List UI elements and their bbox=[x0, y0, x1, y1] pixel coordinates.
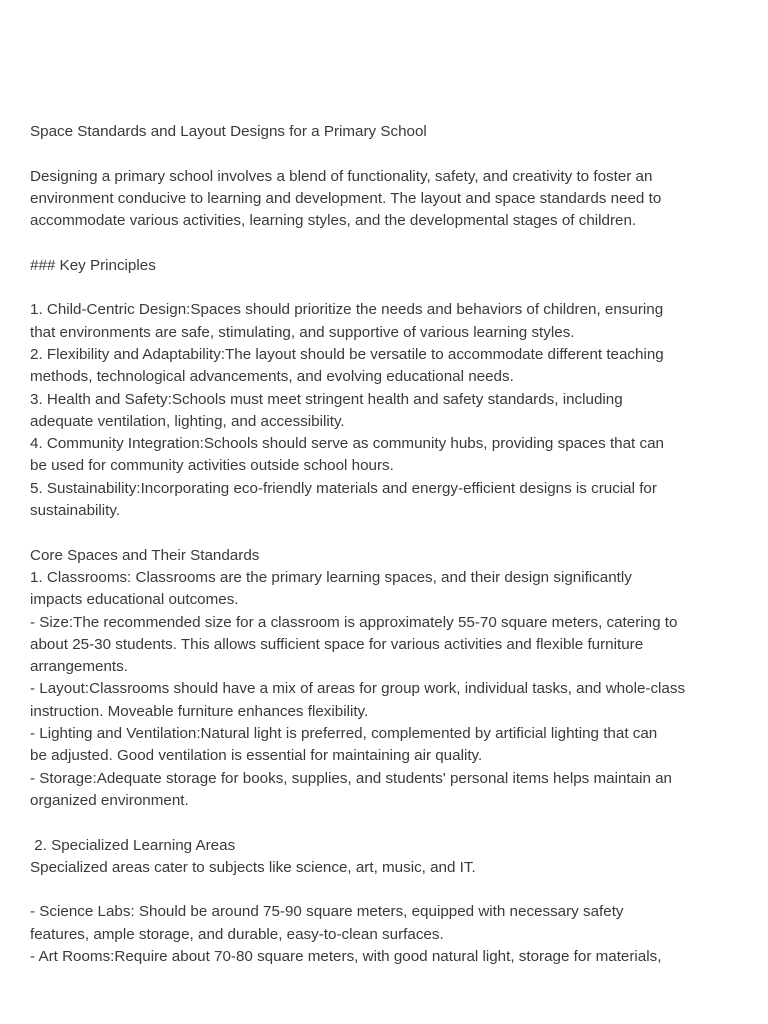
core-space-line: organized environment. bbox=[30, 791, 189, 809]
core-space-line: 1. Classrooms: Classrooms are the primary learning spaces, and their design significantly bbox=[30, 568, 632, 586]
section-heading-core-spaces: Core Spaces and Their Standards bbox=[30, 546, 260, 564]
core-space-line: arrangements. bbox=[30, 658, 128, 676]
blank-line bbox=[30, 143, 744, 165]
blank-line bbox=[30, 879, 744, 901]
principle-line: that environments are safe, stimulating, and supportive of various learning styles. bbox=[30, 323, 575, 341]
principle-line: 4. Community Integration:Schools should serve as community hubs, providing spaces that can bbox=[30, 435, 664, 453]
specialized-area-line: Specialized areas cater to subjects like science, art, music, and IT. bbox=[30, 858, 476, 876]
principle-line: 2. Flexibility and Adaptability:The layout should be versatile to accommodate different teaching bbox=[30, 345, 664, 363]
blank-line bbox=[30, 232, 744, 254]
principle-line: be used for community activities outside school hours. bbox=[30, 457, 394, 475]
core-space-line: - Size:The recommended size for a classroom is approximately 55-70 square meters, catering to bbox=[30, 613, 678, 631]
specialized-area-line: - Art Rooms:Require about 70-80 square meters, with good natural light, storage for materials, bbox=[30, 947, 662, 965]
document-body bbox=[30, 121, 744, 968]
intro-line: environment conducive to learning and development. The layout and space standards need to bbox=[30, 189, 662, 207]
principle-line: 3. Health and Safety:Schools must meet stringent health and safety standards, including bbox=[30, 390, 623, 408]
principle-line: sustainability. bbox=[30, 502, 121, 520]
document-title: Space Standards and Layout Designs for a Primary School bbox=[30, 123, 427, 140]
core-space-line: - Layout:Classrooms should have a mix of areas for group work, individual tasks, and whole-class bbox=[30, 680, 686, 698]
specialized-area-line: features, ample storage, and durable, easy-to-clean surfaces. bbox=[30, 925, 444, 943]
core-space-line: impacts educational outcomes. bbox=[30, 591, 239, 609]
section-heading-key-principles: ### Key Principles bbox=[30, 256, 156, 274]
core-space-line: - Lighting and Ventilation:Natural light is preferred, complemented by artificial lighting that can bbox=[30, 725, 658, 743]
blank-line bbox=[30, 522, 744, 544]
core-space-line: - Storage:Adequate storage for books, supplies, and students' personal items helps maintain an bbox=[30, 769, 673, 787]
principle-line: 1. Child-Centric Design:Spaces should prioritize the needs and behaviors of children, ensuring bbox=[30, 301, 664, 319]
principle-line: 5. Sustainability:Incorporating eco-friendly materials and energy-efficient designs is crucial for bbox=[30, 479, 657, 497]
blank-line bbox=[30, 277, 744, 299]
principle-line: adequate ventilation, lighting, and accessibility. bbox=[30, 412, 345, 430]
core-space-line: about 25-30 students. This allows sufficient space for various activities and flexible furniture bbox=[30, 635, 644, 653]
core-space-line: instruction. Moveable furniture enhances flexibility. bbox=[30, 702, 369, 720]
section-heading-specialized-areas: 2. Specialized Learning Areas bbox=[30, 836, 236, 854]
specialized-area-line: - Science Labs: Should be around 75-90 square meters, equipped with necessary safety bbox=[30, 903, 624, 921]
intro-line: accommodate various activities, learning styles, and the developmental stages of children. bbox=[30, 212, 637, 230]
intro-line: Designing a primary school involves a blend of functionality, safety, and creativity to foster an bbox=[30, 167, 653, 185]
blank-line bbox=[30, 812, 744, 834]
principle-line: methods, technological advancements, and evolving educational needs. bbox=[30, 368, 514, 386]
core-space-line: be adjusted. Good ventilation is essential for maintaining air quality. bbox=[30, 747, 483, 765]
